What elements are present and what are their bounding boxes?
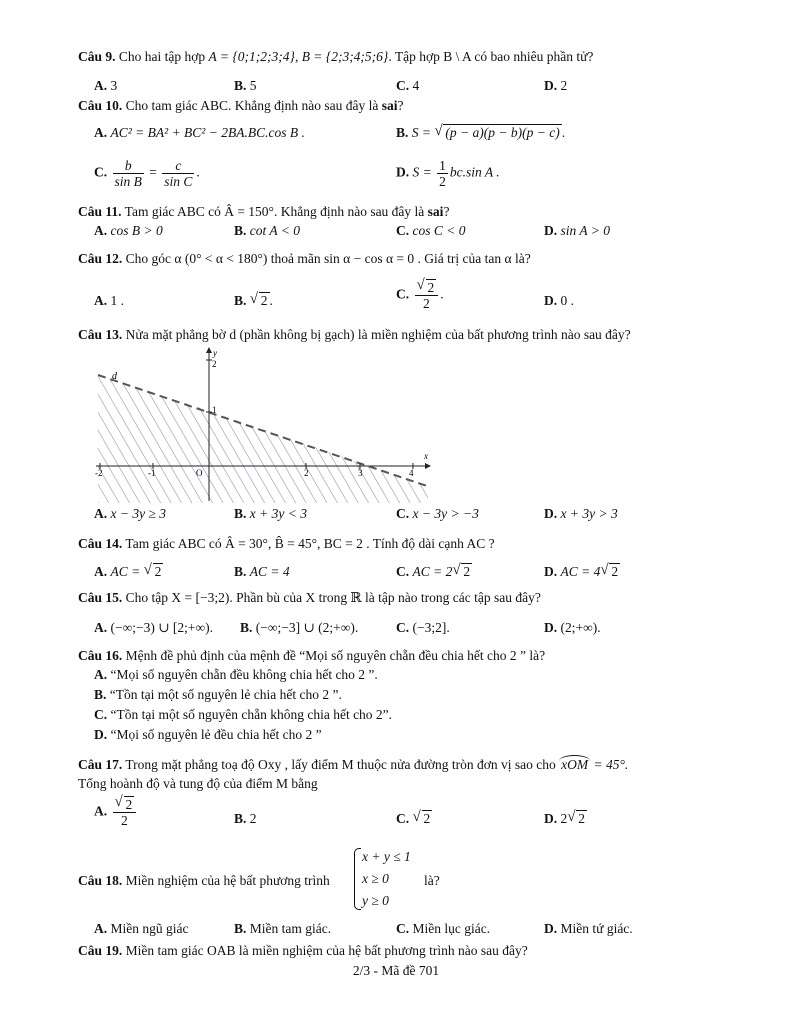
half-plane-graph (90, 345, 435, 503)
q12-option-b[interactable]: B. √ 2 . (234, 291, 273, 308)
q14-option-c[interactable]: C. AC = 2 √ 2 (396, 562, 471, 579)
q11-option-b[interactable]: B. cot A < 0 (234, 223, 301, 238)
question-17: Câu 17. Trong mặt phẳng toạ độ Oxy , lấy điểm M thuộc nửa đường tròn đơn vị sao cho xOM = 45°. (78, 757, 629, 772)
question-label: Câu 9. (78, 49, 116, 64)
y-tick-label: 1 (212, 405, 217, 415)
question-17-line2: Tổng hoành độ và tung độ của điểm M bằng (78, 776, 318, 791)
question-14: Câu 14. Tam giác ABC có Â = 30°, B̂ = 45°, BC = 2 . Tính độ dài cạnh AC ? (78, 536, 495, 551)
q14-option-a[interactable]: A. AC = √ 2 (94, 562, 162, 579)
page-footer: 2/3 - Mã đề 701 (352, 963, 440, 978)
q10-option-d[interactable]: D. S = $\frac{1}{2}$ bc.sin A . (396, 158, 500, 189)
q15-option-c[interactable]: C. (−3;2]. (396, 620, 450, 635)
x-tick-label: 4 (409, 468, 414, 478)
q14-option-d[interactable]: D. AC = 4 √ 2 (544, 562, 619, 579)
y-tick-label: 2 (212, 359, 217, 369)
q10-option-c[interactable]: C. $\frac{b}{\text{sin B}}$ = $\frac{c}{\text{sin C}}$ . (94, 158, 200, 189)
q15-option-d[interactable]: D. (2;+∞). (544, 620, 601, 635)
q9-option-d[interactable]: D. 2 (544, 78, 568, 93)
question-10: Câu 10. Cho tam giác ABC. Khẳng định nào sau đây là sai? (78, 98, 404, 113)
q11-option-d[interactable]: D. sin A > 0 (544, 223, 610, 238)
origin-label: O (196, 468, 203, 478)
q17-option-b[interactable]: B. 2 (234, 811, 257, 826)
q10-option-b[interactable]: B. S = √ (p − a)(p − b)(p − c) . (396, 123, 566, 140)
question-13: Câu 13. Nửa mặt phẳng bờ d (phần không bị gạch) là miền nghiệm của bất phương trình nào sau đây? (78, 327, 631, 342)
q15-option-a[interactable]: A. (−∞;−3) ∪ [2;+∞). (94, 620, 214, 635)
question-9: Câu 9. Cho hai tập hợp A = {0;1;2;3;4}, B = {2;3;4;5;6}. Tập hợp B \ A có bao nhiêu phần tử? (78, 49, 594, 64)
question-15: Câu 15. Cho tập X = [−3;2). Phần bù của X trong ℝ là tập nào trong các tập sau đây? (78, 590, 541, 605)
x-tick-label: 3 (358, 468, 363, 478)
question-18: Câu 18. Miền nghiệm của hệ bất phương trình (78, 873, 330, 888)
q15-option-b[interactable]: B. (−∞;−3] ∪ (2;+∞). (240, 620, 359, 635)
q18-option-d[interactable]: D. Miền tứ giác. (544, 921, 633, 936)
question-18-tail: là? (424, 873, 440, 888)
question-11: Câu 11. Tam giác ABC có Â = 150°. Khẳng định nào sau đây là sai? (78, 204, 450, 219)
question-16: Câu 16. Mệnh đề phủ định của mệnh đề “Mọi số nguyên chẵn đều chia hết cho 2 ” là? (78, 648, 546, 663)
sqrt-expression: √ (p − a)(p − b)(p − c) (434, 123, 560, 140)
q17-option-a[interactable]: A. √ 2 2 (94, 797, 138, 828)
q9-option-a[interactable]: A. 3 (94, 78, 118, 93)
q9-option-c[interactable]: C. 4 (396, 78, 420, 93)
q11-option-c[interactable]: C. cos C < 0 (396, 223, 466, 238)
x-tick-label: -2 (95, 468, 103, 478)
y-axis-label: y (213, 348, 217, 358)
q10-option-a[interactable]: A. AC² = BA² + BC² − 2BA.BC.cos B . (94, 125, 305, 140)
q9-option-b[interactable]: B. 5 (234, 78, 257, 93)
hatched-region (98, 375, 430, 503)
question-12: Câu 12. Cho góc α (0° < α < 180°) thoả mãn sin α − cos α = 0 . Giá trị của tan α là? (78, 251, 531, 266)
question-19: Câu 19. Miền tam giác OAB là miền nghiệm của hệ bất phương trình nào sau đây? (78, 943, 528, 958)
q18-option-a[interactable]: A. Miền ngũ giác (94, 921, 189, 936)
q17-option-d[interactable]: D. 2 √ 2 (544, 809, 585, 826)
inequality-system: x + y ≤ 1 x ≥ 0 y ≥ 0 (352, 846, 411, 912)
q12-option-c[interactable]: C. √ 2 2 . (396, 277, 444, 311)
line-d-label: d (112, 371, 117, 382)
q13-option-d[interactable]: D. x + 3y > 3 (544, 506, 618, 521)
x-tick-label: -1 (148, 468, 156, 478)
q11-option-a[interactable]: A. cos B > 0 (94, 223, 163, 238)
x-tick-label: 2 (304, 468, 309, 478)
q16-option-b[interactable]: B. “Tồn tại một số nguyên lẻ chia hết cho 2 ”. (94, 687, 342, 702)
q13-option-a[interactable]: A. x − 3y ≥ 3 (94, 506, 167, 521)
q14-option-b[interactable]: B. AC = 4 (234, 564, 290, 579)
q12-option-d[interactable]: D. 0 . (544, 293, 574, 308)
q17-option-c[interactable]: C. √ 2 (396, 809, 431, 826)
q16-option-c[interactable]: C. “Tồn tại một số nguyên chẵn không chia hết cho 2”. (94, 707, 393, 722)
q12-option-a[interactable]: A. 1 . (94, 293, 124, 308)
q18-option-b[interactable]: B. Miền tam giác. (234, 921, 332, 936)
q13-option-b[interactable]: B. x + 3y < 3 (234, 506, 307, 521)
q18-option-c[interactable]: C. Miền lục giác. (396, 921, 491, 936)
x-axis-label: x (424, 451, 428, 461)
q16-option-a[interactable]: A. “Mọi số nguyên chẵn đều không chia hết cho 2 ”. (94, 667, 378, 682)
arc-xom: xOM (561, 757, 589, 772)
q16-option-d[interactable]: D. “Mọi số nguyên lẻ đều chia hết cho 2 ” (94, 727, 322, 742)
q13-option-c[interactable]: C. x − 3y > −3 (396, 506, 479, 521)
